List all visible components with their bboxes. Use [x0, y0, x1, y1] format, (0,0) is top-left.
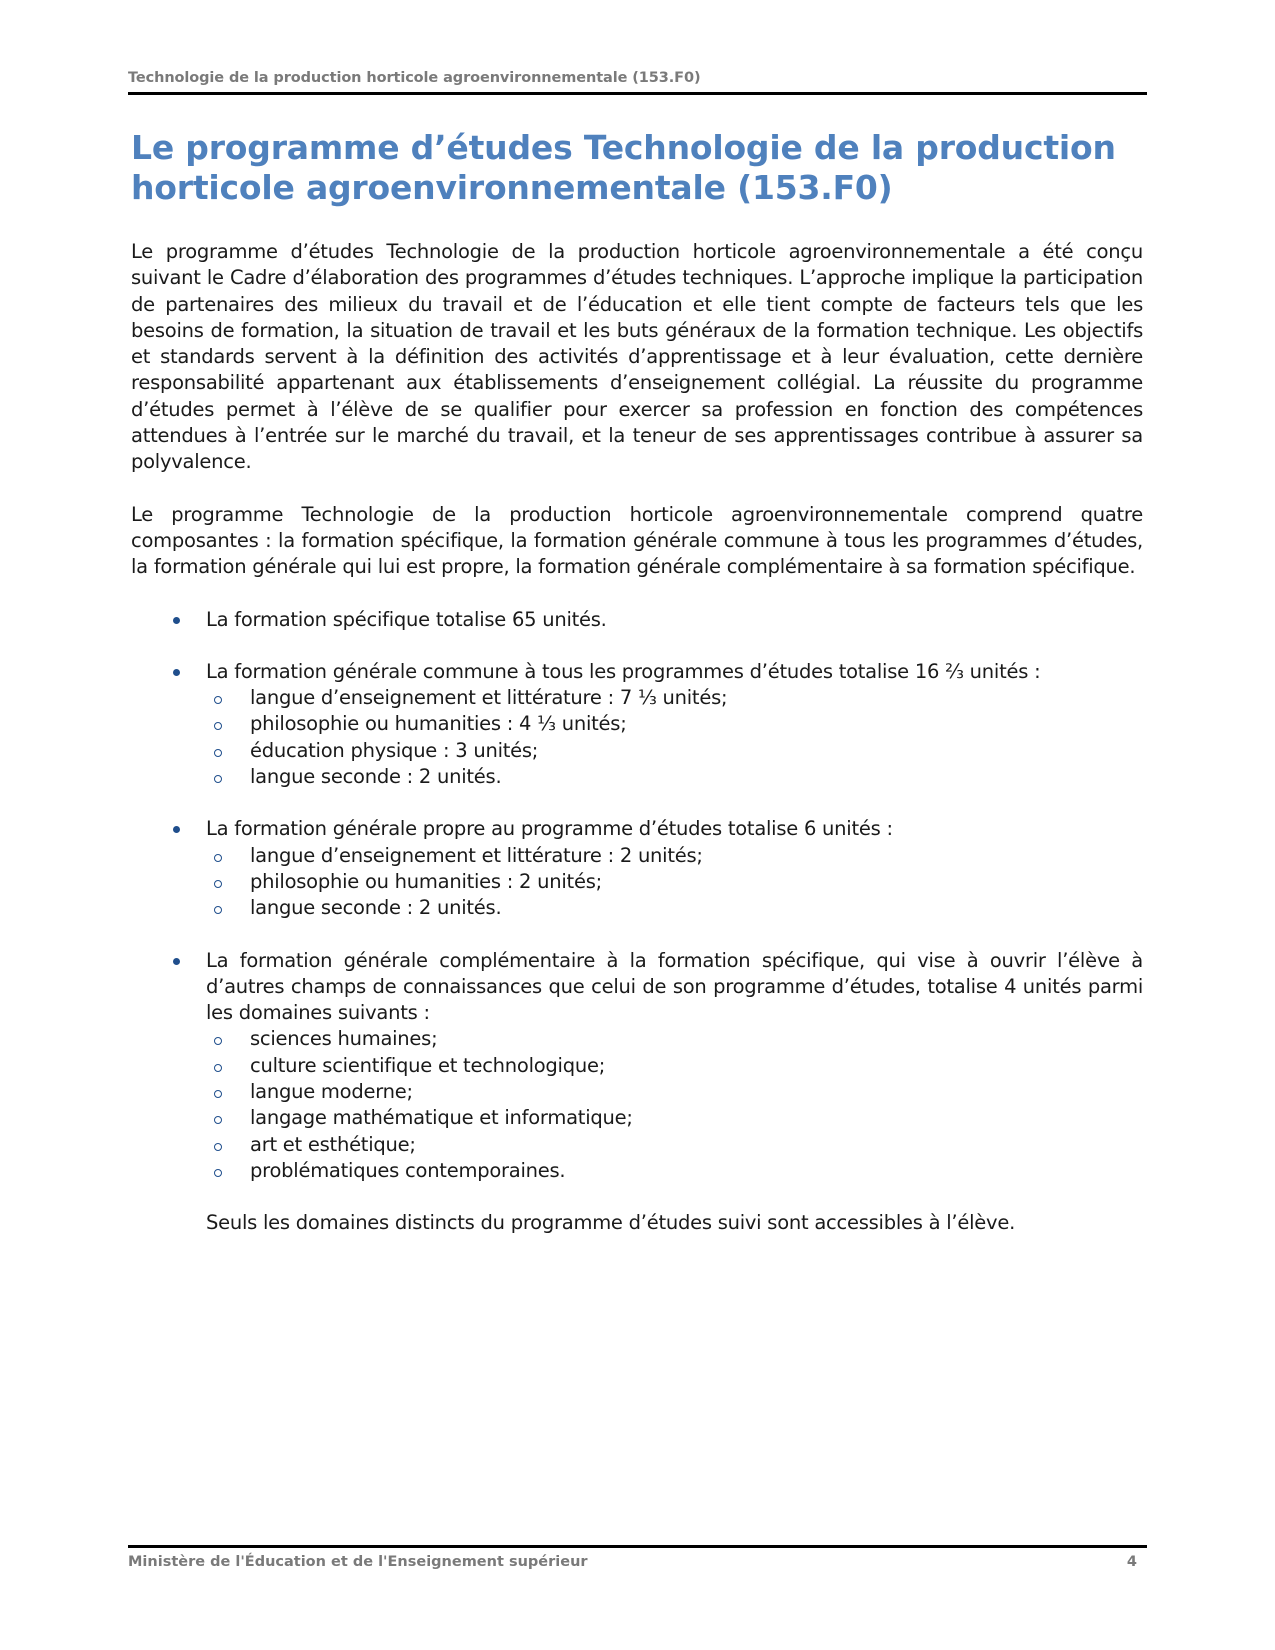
header-rule — [128, 92, 1147, 95]
sublist-item — [206, 843, 1143, 869]
section-title: Le programme d’études Technologie de la production horticole agroenvironnementale (153.F0) — [131, 128, 1116, 207]
sublist — [206, 843, 1143, 922]
bullet-circle-icon — [214, 1169, 222, 1177]
sublist-item-text: culture scientifique et technologique; — [250, 1053, 606, 1077]
bullet-circle-icon — [214, 775, 222, 783]
sublist-item-text: langue seconde : 2 unités. — [250, 896, 502, 920]
bullet-dot-icon — [173, 958, 180, 965]
sublist-item-text: problématiques contemporaines. — [250, 1158, 566, 1182]
sublist-item-text: langage mathématique et informatique; — [250, 1106, 633, 1130]
publisher-name: Ministère de l'Éducation et de l'Enseignement supérieur — [128, 1554, 588, 1570]
list-item — [131, 659, 1143, 790]
intro-paragraph: Le programme d’études Technologie de la production horticole agroenvironnementale a été conçu suivant le Cadre d’élaboration des programmes d’études techniques. L’approche implique la participation de partenaires des milieux du travail et de l’éducation et elle tient compte de facteurs tels que les besoins de formation, la situation de travail et les buts généraux de la formation technique. Les objectifs et standards servent à la définition des activités d’apprentissage et à leur évaluation, cette dernière responsabilité appartenant aux établissements d’enseignement collégial. La réussite du programme d’études permet à l’élève de se qualifier pour exercer sa profession en fonction des compétences attendues à l’entrée sur le marché du travail, et la teneur de ses apprentissages contribue à assurer sa polyvalence. — [131, 240, 1143, 474]
sublist-item — [206, 1132, 1143, 1158]
sublist-item — [206, 711, 1143, 737]
sublist-item — [206, 895, 1143, 921]
sublist-item-text: éducation physique : 3 unités; — [250, 738, 539, 762]
list-item-text: La formation générale propre au programme d’études totalise 6 unités : — [206, 817, 893, 841]
components-paragraph: Le programme Technologie de la production horticole agroenvironnementale comprend quatre composantes : la formation spécifique, la formation générale commune à tous les programmes d’études, la formation générale qui lui est propre, la formation générale complémentaire à sa formation spécifique. — [131, 502, 1143, 579]
sublist-item — [206, 1026, 1143, 1052]
sublist — [206, 685, 1143, 790]
sublist-item-text: sciences humaines; — [250, 1027, 438, 1051]
footer-row — [128, 1554, 1147, 1570]
bullet-dot-icon — [173, 826, 180, 833]
sublist-item-text: philosophie ou humanities : 4 ⅓ unités; — [250, 712, 627, 736]
page-header — [128, 68, 1147, 95]
sublist-item — [206, 1079, 1143, 1105]
list-item — [131, 607, 1143, 633]
bullet-circle-icon — [214, 880, 222, 888]
sublist-item-text: langue d’enseignement et littérature : 7 ⅓ unités; — [250, 686, 728, 710]
list-item — [131, 948, 1143, 1237]
footer-rule — [128, 1545, 1147, 1548]
bullet-circle-icon — [214, 696, 222, 704]
sublist-item — [206, 1158, 1143, 1184]
sublist-item — [206, 1105, 1143, 1131]
page-number: 4 — [1126, 1554, 1137, 1570]
domains-note: Seuls les domaines distincts du programme d’études suivi sont accessibles à l’élève. — [206, 1211, 1016, 1235]
sublist-item — [206, 685, 1143, 711]
bullet-circle-icon — [214, 1116, 222, 1124]
sublist-item — [206, 869, 1143, 895]
sublist-item-text: langue d’enseignement et littérature : 2 unités; — [250, 843, 703, 867]
bullet-circle-icon — [214, 1037, 222, 1045]
list-item-text: La formation générale complémentaire à la formation spécifique, qui vise à ouvrir l’élève à d’autres champs de connaissances que celui de son programme d’études, totalise 4 unités parmi les domaines suivants : — [206, 948, 1143, 1025]
sublist-item — [206, 764, 1143, 790]
sublist-item-text: art et esthétique; — [250, 1132, 416, 1156]
page-content — [131, 128, 1143, 1263]
bullet-circle-icon — [214, 1090, 222, 1098]
list-item-text: La formation générale commune à tous les programmes d’études totalise 16 ⅔ unités : — [206, 659, 1041, 683]
bullet-circle-icon — [214, 854, 222, 862]
sublist-item-text: langue seconde : 2 unités. — [250, 765, 502, 789]
running-title: Technologie de la production horticole agroenvironnementale (153.F0) — [128, 70, 701, 86]
bullet-dot-icon — [173, 617, 180, 624]
page-footer — [128, 1545, 1147, 1570]
bullet-circle-icon — [214, 749, 222, 757]
components-list — [131, 607, 1143, 1237]
bullet-circle-icon — [214, 722, 222, 730]
list-item — [131, 816, 1143, 921]
sublist-item — [206, 1053, 1143, 1079]
bullet-circle-icon — [214, 1143, 222, 1151]
list-item-text: La formation spécifique totalise 65 unités. — [206, 607, 607, 631]
bullet-circle-icon — [214, 906, 222, 914]
bullet-circle-icon — [214, 1064, 222, 1072]
bullet-dot-icon — [173, 669, 180, 676]
sublist-item — [206, 738, 1143, 764]
sublist-item-text: philosophie ou humanities : 2 unités; — [250, 869, 602, 893]
sublist — [206, 1026, 1143, 1184]
sublist-item-text: langue moderne; — [250, 1080, 413, 1104]
